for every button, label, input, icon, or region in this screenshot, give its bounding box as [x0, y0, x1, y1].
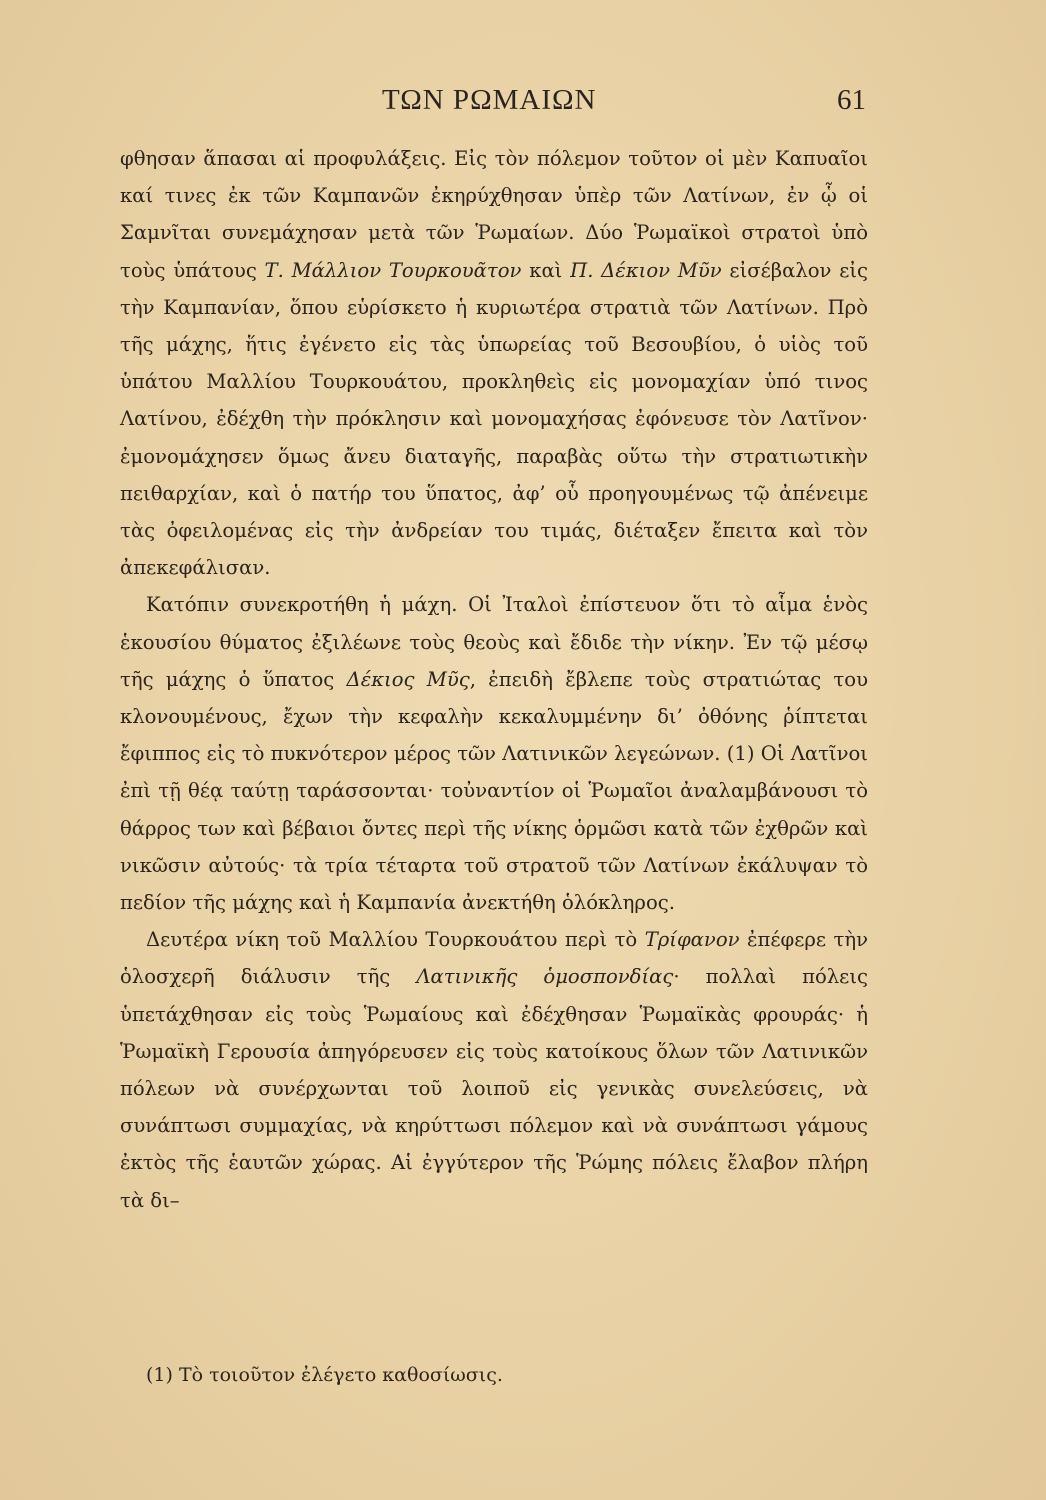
italic-name: Π. Δέκιον Μῦν — [570, 258, 722, 282]
text-run: ἐπέφερε τὴν ὁλοσχερῆ διάλυσιν τῆς — [120, 928, 869, 989]
text-run: , ἐπειδὴ ἔβλεπε τοὺς στρατιώτας του κλονουμένους, ἔχων τὴν κεφαλὴν κεκαλυμμένην δι’ ὀθόνης ῥίπτεται ἔφιππος εἰς τὸ πυκνότερον μέρος τῶν Λατινικῶν λεγεώνων. (1) Οἱ Λατῖνοι ἐπὶ τῇ θέᾳ ταύτῃ ταράσσονται· τοὐναντίον οἱ Ῥωμαῖοι ἀναλαμβάνουσι τὸ θάρρος των καὶ βέβαιοι ὄντες περὶ τῆς νίκης ὁρμῶσι κατὰ τῶν ἐχθρῶν καὶ νικῶσιν αὐτούς· τὰ τρία τέταρτα τοῦ στρατοῦ τῶν Λατίνων ἐκάλυψαν τὸ πεδίον τῆς μάχης καὶ ἡ Καμπανία ἀνεκτήθη ὁλόκληρος. — [120, 667, 868, 915]
page-number: 61 — [837, 84, 866, 116]
body-text — [120, 140, 868, 1219]
italic-name: Δέκιος Μῦς — [346, 667, 470, 691]
paragraph-3 — [120, 921, 868, 1219]
paragraph-1 — [120, 140, 868, 586]
text-run: καὶ — [521, 258, 571, 282]
italic-term: Λατινικῆς ὁμοσπονδίας — [416, 965, 674, 989]
text-run: εἰσέβαλον εἰς τὴν Καμπανίαν, ὅπου εὑρίσκετο ἡ κυριωτέρα στρατιὰ τῶν Λατίνων. Πρὸ τῆς μάχης, ἥτις ἐγένετο εἰς τὰς ὑπωρείας τοῦ Βεσουβίου, ὁ υἱὸς τοῦ ὑπάτου Μαλλίου Τουρκουάτου, προκληθεὶς εἰς μονομαχίαν ὑπό τινος Λατίνου, ἐδέχθη τὴν πρόκλησιν καὶ μονομαχήσας ἐφόνευσε τὸν Λατῖνον· ἐμονομάχησεν ὅμως ἄνευ διαταγῆς, παραβὰς οὕτω τὴν στρατιωτικὴν πειθαρχίαν, καὶ ὁ πατήρ του ὕπατος, ἀφ’ οὗ προηγουμένως τῷ ἀπένειμε τὰς ὀφειλομένας εἰς τὴν ἀνδρείαν του τιμάς, διέταξεν ἔπειτα καὶ τὸν ἀπεκεφάλισαν. — [120, 258, 869, 580]
italic-place: Τρίφανον — [644, 928, 740, 952]
paragraph-2 — [120, 586, 868, 921]
text-run: Κατόπιν συνεκροτήθη ἡ μάχη. Οἱ Ἰταλοὶ ἐπίστευον ὅτι τὸ αἷμα ἑνὸς ἑκουσίου θύματος ἐξιλέωνε τοὺς θεοὺς καὶ ἔδιδε τὴν νίκην. Ἐν τῷ μέσῳ τῆς μάχης ὁ ὕπατος — [120, 593, 868, 691]
text-run: φθησαν ἅπασαι αἱ προφυλάξεις. Εἰς τὸν πόλεμον τοῦτον οἱ μὲν Καπυαῖοι καί τινες ἐκ τῶν Καμπανῶν ἐκηρύχθησαν ὑπὲρ τῶν Λατίνων, ἐν ᾧ οἱ Σαμνῖται συνεμάχησαν μετὰ τῶν Ῥωμαίων. Δύο Ῥωμαϊκοὶ στρατοὶ ὑπὸ τοὺς ὑπάτους — [120, 147, 868, 282]
text-run: · πολλαὶ πόλεις ὑπετάχθησαν εἰς τοὺς Ῥωμαίους καὶ ἐδέχθησαν Ῥωμαϊκὰς φρουράς· ἡ Ῥωμαϊκὴ Γερουσία ἀπηγόρευσεν εἰς τοὺς κατοίκους ὅλων τῶν Λατινικῶν πόλεων νὰ συνέρχωνται τοῦ λοιποῦ εἰς γενικὰς συνελεύσεις, νὰ συνάπτωσι συμμαχίας, νὰ κηρύττωσι πόλεμον καὶ νὰ συνάπτωσι γάμους ἐκτὸς τῆς ἑαυτῶν χώρας. Αἱ ἐγγύτερον τῆς Ῥώμης πόλεις ἔλαβον πλήρη τὰ δι– — [120, 965, 868, 1212]
italic-name: Τ. Μάλλιον Τουρκουᾶτον — [264, 258, 522, 282]
footnote: (1) Τὸ τοιοῦτον ἐλέγετο καθοσίωσις. — [146, 1364, 503, 1386]
running-title: ΤΩΝ ΡΩΜΑΙΩΝ — [382, 84, 597, 116]
page-header — [120, 84, 866, 124]
text-run: Δευτέρα νίκη τοῦ Μαλλίου Τουρκουάτου περὶ τὸ — [146, 928, 645, 952]
